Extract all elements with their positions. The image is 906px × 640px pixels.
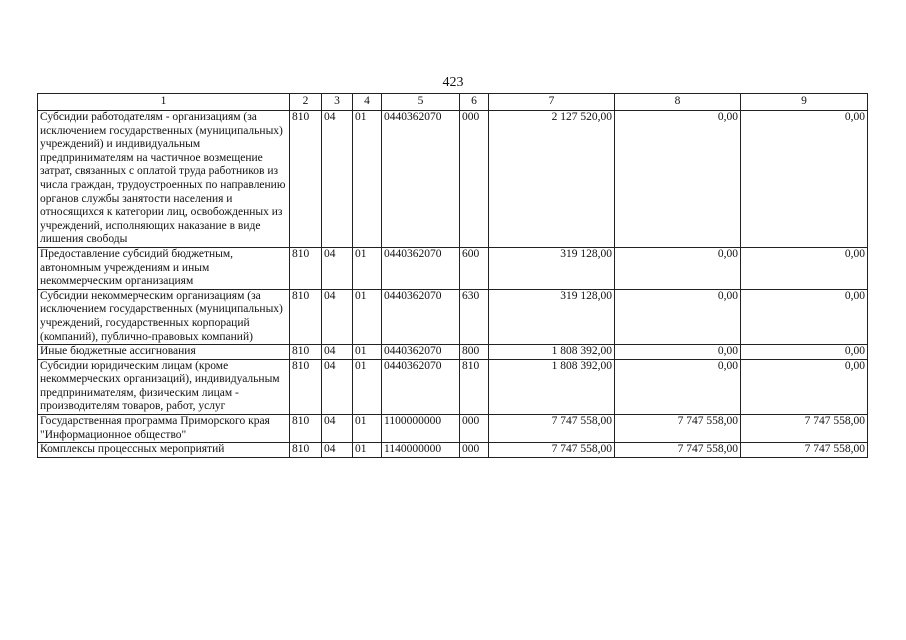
code-cell: 000: [460, 111, 489, 248]
amount-cell: 7 747 558,00: [489, 443, 615, 458]
amount-cell: 7 747 558,00: [741, 443, 868, 458]
row-name: Субсидии работодателям - организациям (за исключением государственных (муниципальных) учреждений) и индивидуальным предпринимателям на частичное возмещение затрат, связанных с оплатой труда работников из числа граждан, трудоустроенных по направлению органов службы занятости населения и относящихся к категории лиц, освобожденных из учреждений, исполняющих наказание в виде лишения свободы: [38, 111, 290, 248]
amount-cell: 0,00: [741, 359, 868, 414]
code-cell: 04: [322, 247, 353, 289]
amount-cell: 0,00: [741, 247, 868, 289]
header-cell: 4: [353, 94, 382, 111]
row-name: Субсидии некоммерческим организациям (за исключением государственных (муниципальных) учреждений, государственных корпораций (компаний), публично-правовых компаний): [38, 289, 290, 344]
row-name: Государственная программа Приморского края "Информационное общество": [38, 415, 290, 443]
code-cell: 04: [322, 443, 353, 458]
table-row: [38, 443, 868, 458]
amount-cell: 319 128,00: [489, 247, 615, 289]
amount-cell: 7 747 558,00: [615, 443, 741, 458]
amount-cell: 0,00: [741, 111, 868, 248]
budget-table: [37, 93, 868, 458]
amount-cell: 7 747 558,00: [615, 415, 741, 443]
header-cell: 2: [290, 94, 322, 111]
code-cell: 04: [322, 415, 353, 443]
code-cell: 810: [290, 359, 322, 414]
header-cell: 5: [382, 94, 460, 111]
code-cell: 800: [460, 345, 489, 360]
code-cell: 810: [460, 359, 489, 414]
code-cell: 1100000000: [382, 415, 460, 443]
code-cell: 810: [290, 111, 322, 248]
code-cell: 810: [290, 443, 322, 458]
table-row: [38, 247, 868, 289]
amount-cell: 0,00: [615, 111, 741, 248]
code-cell: 0440362070: [382, 247, 460, 289]
header-cell: 3: [322, 94, 353, 111]
row-name: Иные бюджетные ассигнования: [38, 345, 290, 360]
row-name: Предоставление субсидий бюджетным, автономным учреждениям и иным некоммерческим организациям: [38, 247, 290, 289]
row-name: Комплексы процессных мероприятий: [38, 443, 290, 458]
code-cell: 01: [353, 415, 382, 443]
amount-cell: 0,00: [615, 359, 741, 414]
code-cell: 01: [353, 345, 382, 360]
code-cell: 01: [353, 359, 382, 414]
amount-cell: 0,00: [615, 289, 741, 344]
code-cell: 600: [460, 247, 489, 289]
code-cell: 1140000000: [382, 443, 460, 458]
code-cell: 04: [322, 359, 353, 414]
row-name: Субсидии юридическим лицам (кроме некоммерческих организаций), индивидуальным предпринимателям, физическим лицам - производителям товаров, работ, услуг: [38, 359, 290, 414]
header-cell: 9: [741, 94, 868, 111]
amount-cell: 7 747 558,00: [489, 415, 615, 443]
code-cell: 04: [322, 111, 353, 248]
amount-cell: 0,00: [741, 289, 868, 344]
amount-cell: 7 747 558,00: [741, 415, 868, 443]
header-cell: 1: [38, 94, 290, 111]
code-cell: 0440362070: [382, 289, 460, 344]
table-row: [38, 359, 868, 414]
code-cell: 000: [460, 415, 489, 443]
code-cell: 01: [353, 247, 382, 289]
code-cell: 0440362070: [382, 359, 460, 414]
code-cell: 01: [353, 111, 382, 248]
code-cell: 630: [460, 289, 489, 344]
table-row: [38, 415, 868, 443]
code-cell: 810: [290, 415, 322, 443]
table-row: [38, 289, 868, 344]
header-cell: 6: [460, 94, 489, 111]
amount-cell: 0,00: [615, 247, 741, 289]
code-cell: 810: [290, 289, 322, 344]
amount-cell: 1 808 392,00: [489, 345, 615, 360]
amount-cell: 0,00: [741, 345, 868, 360]
code-cell: 810: [290, 247, 322, 289]
code-cell: 01: [353, 289, 382, 344]
header-cell: 7: [489, 94, 615, 111]
header-cell: 8: [615, 94, 741, 111]
page-number: 423: [442, 75, 464, 90]
code-cell: 0440362070: [382, 345, 460, 360]
header-row: [38, 94, 868, 111]
table-row: [38, 111, 868, 248]
code-cell: 04: [322, 345, 353, 360]
code-cell: 810: [290, 345, 322, 360]
amount-cell: 1 808 392,00: [489, 359, 615, 414]
table-row: [38, 345, 868, 360]
code-cell: 04: [322, 289, 353, 344]
amount-cell: 2 127 520,00: [489, 111, 615, 248]
amount-cell: 0,00: [615, 345, 741, 360]
amount-cell: 319 128,00: [489, 289, 615, 344]
code-cell: 01: [353, 443, 382, 458]
code-cell: 000: [460, 443, 489, 458]
code-cell: 0440362070: [382, 111, 460, 248]
